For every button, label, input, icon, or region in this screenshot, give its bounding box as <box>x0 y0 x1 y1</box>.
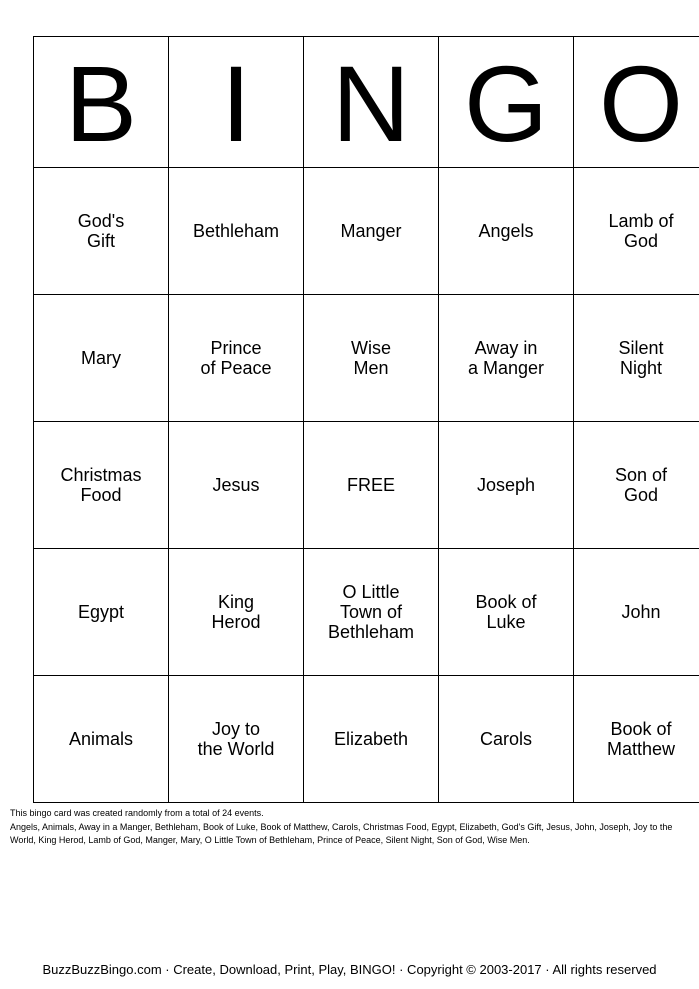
bingo-cell <box>439 168 574 295</box>
header-letter-i: I <box>169 37 304 168</box>
bingo-cell-label: Lamb of God <box>608 210 674 251</box>
bingo-cell-label: Elizabeth <box>333 728 409 749</box>
bingo-cell <box>34 422 169 549</box>
bingo-cell <box>439 295 574 422</box>
bingo-cell <box>439 422 574 549</box>
bingo-cell-label: Wise Men <box>351 337 391 378</box>
bingo-cell-label: Angels <box>478 220 534 241</box>
bingo-cell-label: Book of Luke <box>475 591 537 632</box>
bingo-cell-label: Silent Night <box>618 337 664 378</box>
bingo-cell <box>304 295 439 422</box>
header-letter-o: O <box>574 37 699 168</box>
bingo-cell-label: Carols <box>479 728 532 749</box>
bingo-cell-label: Book of Matthew <box>606 718 676 759</box>
bingo-cell-label: John <box>621 601 661 622</box>
bingo-cell <box>574 549 699 676</box>
bingo-cell-label: God's Gift <box>77 210 125 251</box>
bingo-cell <box>574 295 699 422</box>
bingo-row-4 <box>34 549 699 676</box>
bingo-cell <box>34 549 169 676</box>
bingo-cell-label: Egypt <box>77 601 125 622</box>
bingo-cell-label: Joseph <box>476 474 536 495</box>
bingo-header-row <box>34 37 699 168</box>
card-description-event-list: Angels, Animals, Away in a Manger, Bethleham, Book of Luke, Book of Matthew, Carols, Christmas Food, Egypt, Elizabeth, God's Gift, Jesus, John, Joseph, Joy to the World, King Herod, Lamb of God, Manger, Mary, O Little Town of Bethleham, Prince of Peace, Silent Night, Son of God, Wise Men. <box>10 821 673 845</box>
bingo-cell-label: O Little Town of Bethleham <box>327 581 415 642</box>
bingo-cell <box>34 168 169 295</box>
bingo-cell-label: Son of God <box>614 464 668 505</box>
bingo-cell <box>304 168 439 295</box>
bingo-row-1 <box>34 168 699 295</box>
bingo-cell <box>304 549 439 676</box>
bingo-cell <box>169 676 304 803</box>
bingo-cell <box>34 295 169 422</box>
bingo-cell-label: Away in a Manger <box>467 337 545 378</box>
bingo-cell <box>574 168 699 295</box>
bingo-cell <box>304 676 439 803</box>
bingo-cell <box>439 549 574 676</box>
header-letter-b: B <box>34 37 169 168</box>
header-letter-g: G <box>439 37 574 168</box>
bingo-cell-label: Mary <box>81 347 121 368</box>
bingo-cell-label: Bethleham <box>192 220 280 241</box>
bingo-cell <box>439 676 574 803</box>
bingo-cell-label: King Herod <box>211 591 261 632</box>
bingo-cell-label: Jesus <box>212 474 260 495</box>
card-description-intro: This bingo card was created randomly from a total of 24 events. <box>10 808 264 818</box>
bingo-cell <box>574 422 699 549</box>
bingo-cell <box>574 676 699 803</box>
bingo-card <box>33 36 699 803</box>
bingo-row-3 <box>34 422 699 549</box>
bingo-cell <box>34 676 169 803</box>
page-footer: BuzzBuzzBingo.com · Create, Download, Print, Play, BINGO! · Copyright © 2003-2017 · All rights reserved <box>42 962 657 977</box>
header-letter-n: N <box>304 37 439 168</box>
bingo-free-cell <box>304 422 439 549</box>
bingo-cell-label: Animals <box>68 728 134 749</box>
card-description <box>10 807 694 848</box>
bingo-cell-label: FREE <box>346 474 395 495</box>
bingo-cell <box>169 295 304 422</box>
bingo-cell-label: Manger <box>340 220 402 241</box>
bingo-cell <box>169 549 304 676</box>
bingo-cell-label: Prince of Peace <box>200 337 272 378</box>
bingo-cell-label: Joy to the World <box>197 718 275 759</box>
bingo-cell <box>169 168 304 295</box>
bingo-row-5 <box>34 676 699 803</box>
bingo-row-2 <box>34 295 699 422</box>
bingo-cell-label: Christmas Food <box>60 464 142 505</box>
bingo-cell <box>169 422 304 549</box>
